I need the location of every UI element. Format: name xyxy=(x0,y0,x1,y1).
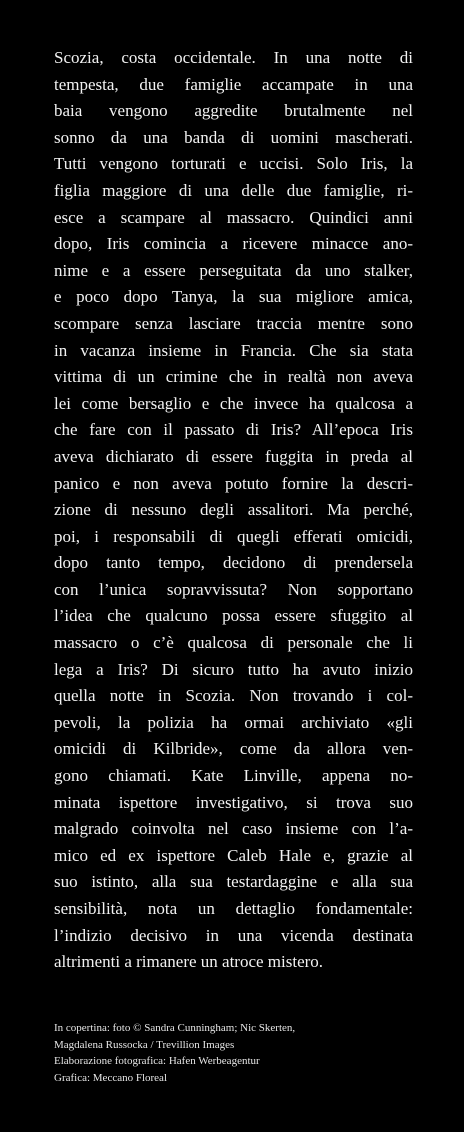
synopsis-line: sonno da una banda di uomini mascherati. xyxy=(54,127,413,147)
synopsis-line: che fare con il passato di Iris? All’epoca Iris xyxy=(54,420,413,440)
synopsis-line: dopo, Iris comincia a ricevere minacce ano- xyxy=(54,234,413,254)
synopsis-line: malgrado coinvolta nel caso insieme con l’a- xyxy=(54,819,413,839)
synopsis-line: nime e a essere perseguitata da uno stalker, xyxy=(54,260,413,280)
synopsis-line: vittima di un crimine che in realtà non aveva xyxy=(54,367,413,387)
synopsis-line: poi, i responsabili di quegli efferati omicidi, xyxy=(54,526,413,546)
synopsis-line: dopo tanto tempo, decidono di prendersela xyxy=(54,553,413,573)
synopsis-line: con l’unica sopravvissuta? Non sopportano xyxy=(54,579,413,599)
synopsis-line: altrimenti a rimanere un atroce mistero. xyxy=(54,952,324,972)
synopsis-line: lei come bersaglio e che invece ha qualcosa a xyxy=(54,393,413,413)
synopsis-line: tempesta, due famiglie accampate in una xyxy=(54,74,413,94)
synopsis-line: lega a Iris? Di sicuro tutto ha avuto inizio xyxy=(54,659,413,679)
synopsis-line: figlia maggiore di una delle due famiglie, ri- xyxy=(54,180,413,200)
synopsis-line: in vacanza insieme in Francia. Che sia stata xyxy=(54,340,413,360)
credit-line: Grafica: Meccano Floreal xyxy=(54,1072,167,1085)
synopsis-line: panico e non aveva potuto fornire la descri- xyxy=(54,473,413,493)
synopsis-line: pevoli, la polizia ha ormai archiviato «gli xyxy=(54,712,413,732)
synopsis-line: Tutti vengono torturati e uccisi. Solo Iris, la xyxy=(54,154,413,174)
synopsis-line: massacro o c’è qualcosa di personale che li xyxy=(54,633,413,653)
cover-credits xyxy=(54,1020,414,1087)
synopsis-line: scompare senza lasciare traccia mentre sono xyxy=(54,313,413,333)
synopsis-line: gono chiamati. Kate Linville, appena no- xyxy=(54,766,413,786)
synopsis-line: suo istinto, alla sua testardaggine e alla sua xyxy=(54,872,413,892)
credit-line: Magdalena Russocka / Trevillion Images xyxy=(54,1038,235,1051)
credit-line: In copertina: foto © Sandra Cunningham; Nic Skerten, xyxy=(54,1022,296,1034)
synopsis-line: omicidi di Kilbride», come da allora ven- xyxy=(54,739,413,759)
synopsis-line: Scozia, costa occidentale. In una notte di xyxy=(54,48,413,67)
synopsis-text xyxy=(54,45,413,976)
synopsis-line: aveva dichiarato di essere fuggita in preda al xyxy=(54,446,413,466)
synopsis-line: minata ispettore investigativo, si trova suo xyxy=(54,792,413,812)
synopsis-line: baia vengono aggredite brutalmente nel xyxy=(54,101,413,121)
synopsis-line: mico ed ex ispettore Caleb Hale e, grazie al xyxy=(54,845,413,865)
credit-line: Elaborazione fotografica: Hafen Werbeagentur xyxy=(54,1055,260,1068)
synopsis-line: zione di nessuno degli assalitori. Ma perché, xyxy=(54,500,413,520)
synopsis-line: l’indizio decisivo in una vicenda destinata xyxy=(54,925,413,945)
synopsis-line: sensibilità, nota un dettaglio fondamentale: xyxy=(54,899,413,918)
synopsis-line: quella notte in Scozia. Non trovando i col- xyxy=(54,686,413,706)
synopsis-line: esce a scampare al massacro. Quindici anni xyxy=(54,207,413,227)
synopsis-line: e poco dopo Tanya, la sua migliore amica, xyxy=(54,287,413,307)
synopsis-line: l’idea che qualcuno possa essere sfuggito al xyxy=(54,606,413,626)
